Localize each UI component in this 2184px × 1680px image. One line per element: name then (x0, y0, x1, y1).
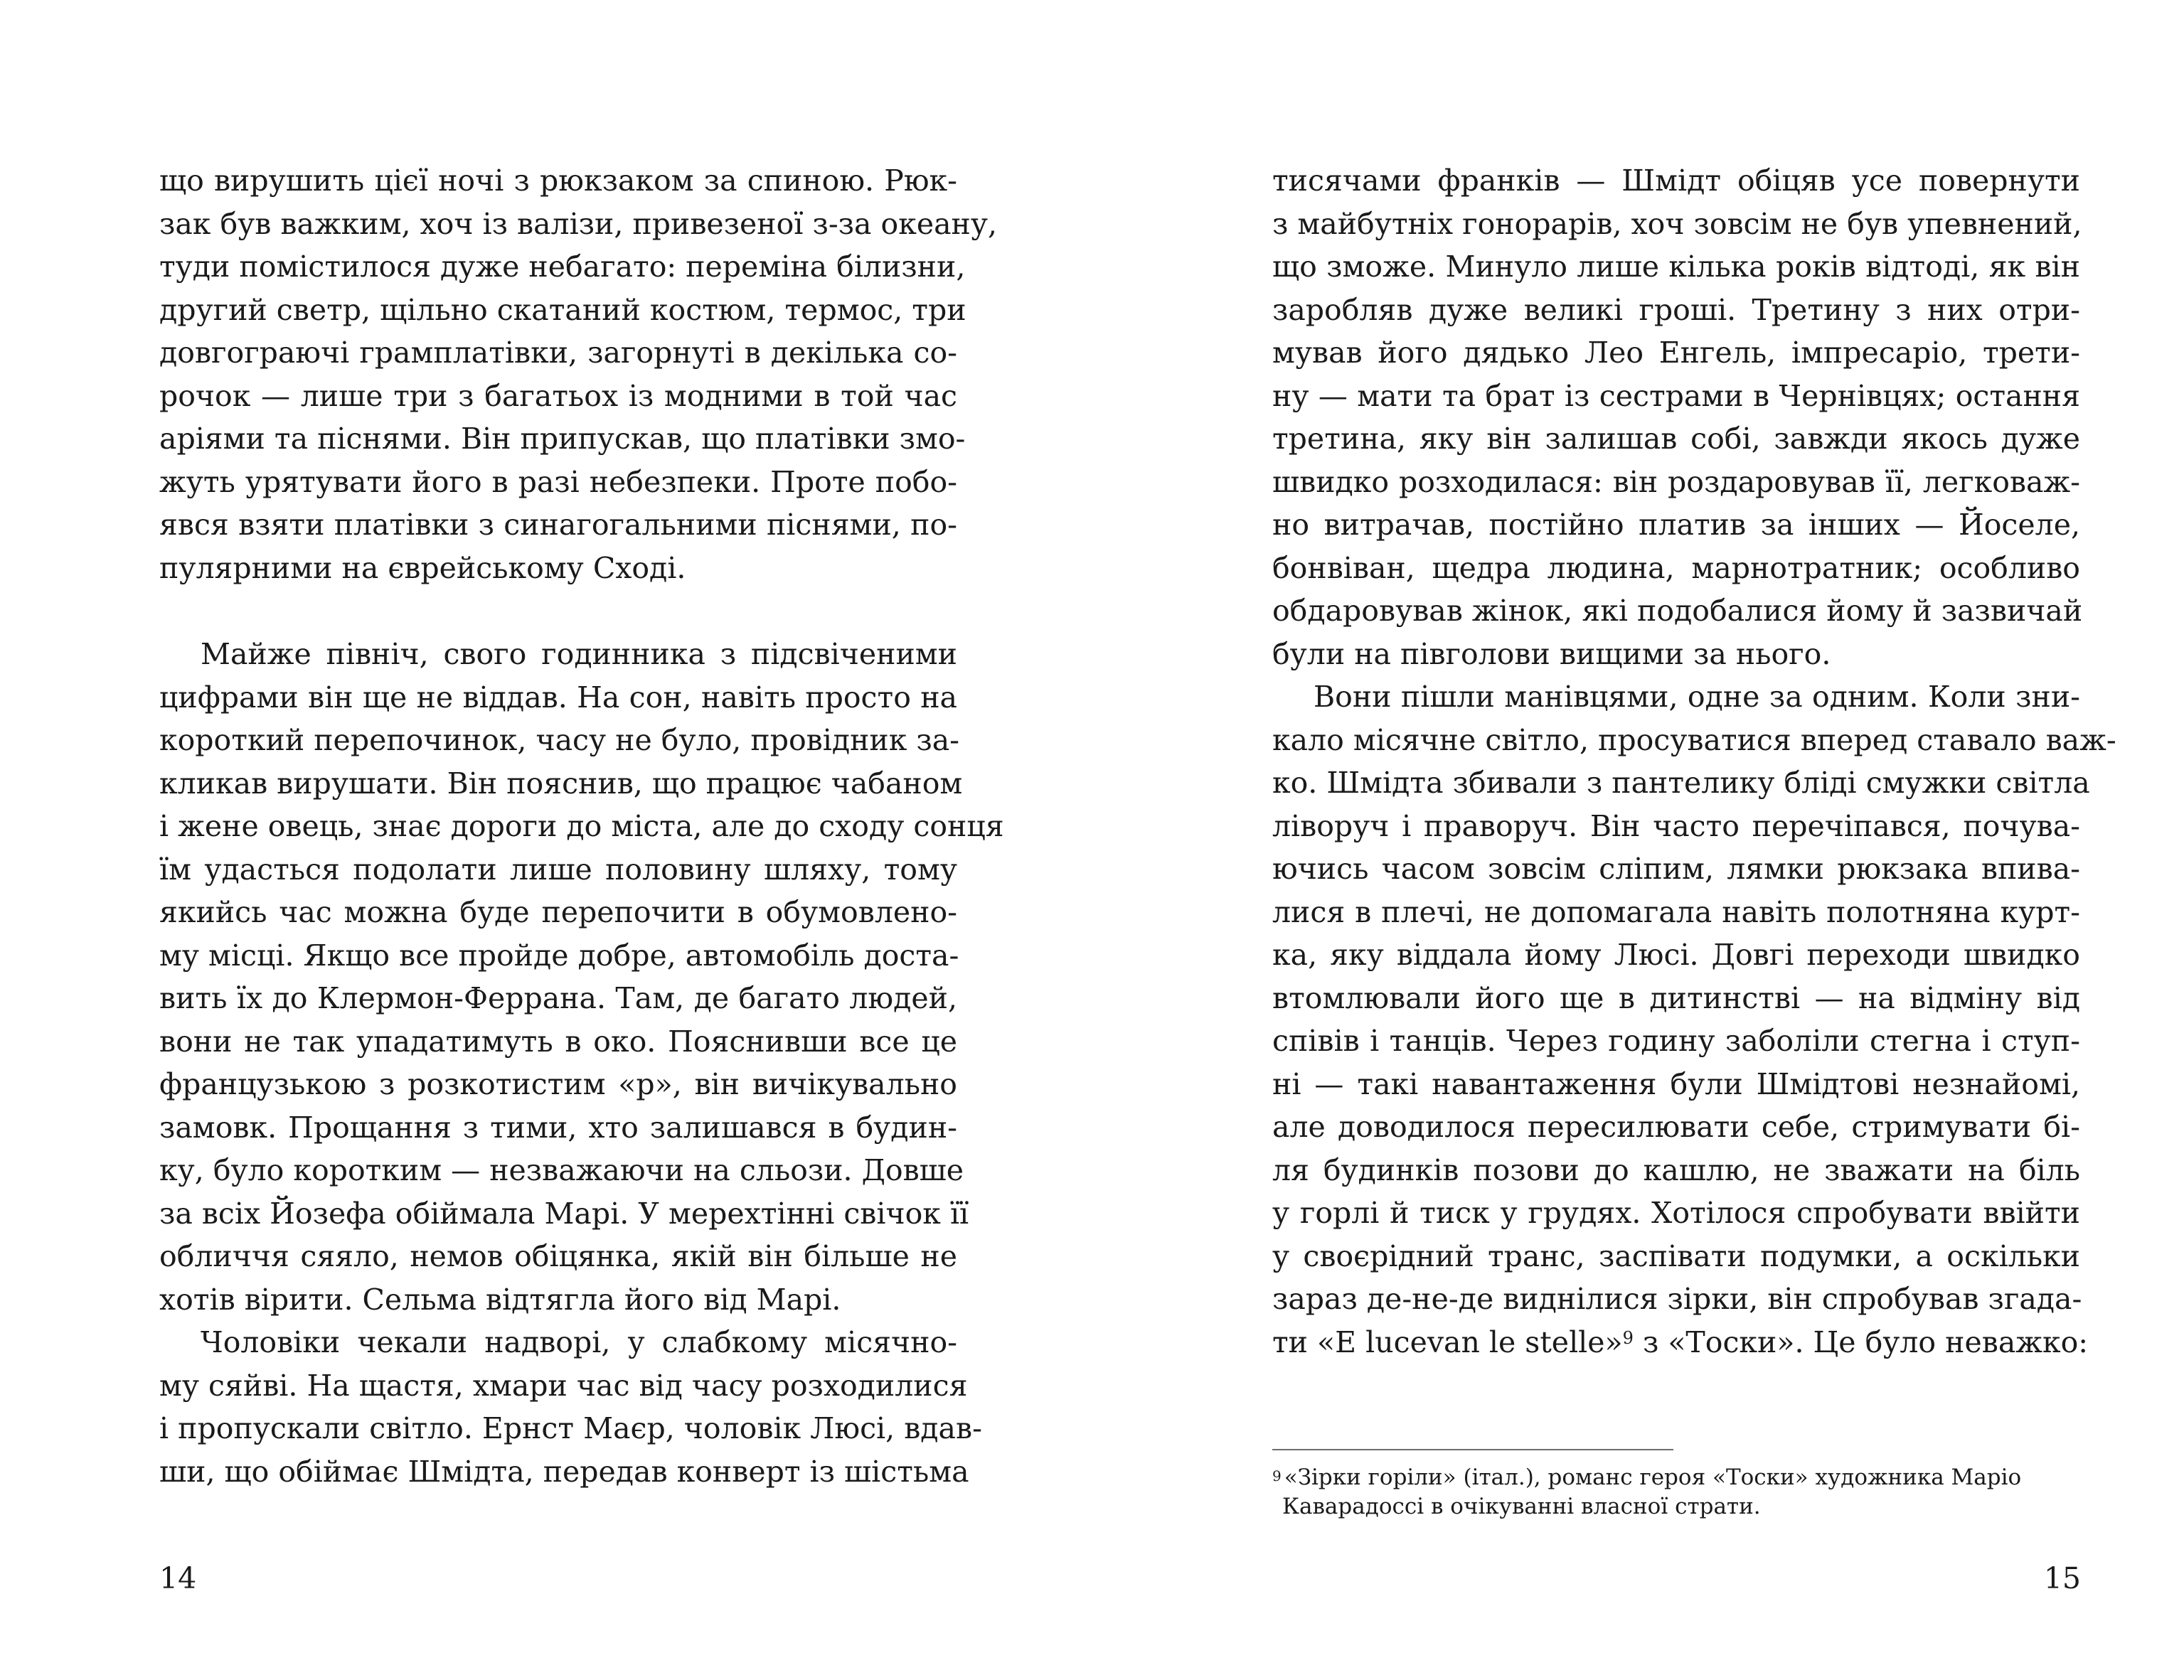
text-segment: з «Тоски». Це було неважко: (1633, 1325, 2089, 1359)
footnote-text: «Зірки горіли» (італ.), романс героя «Тоски» художника Маріо (1284, 1465, 2022, 1490)
section-break (159, 589, 957, 633)
text-line: вони не так упадатимуть в око. Пояснивши все це (159, 1024, 957, 1059)
text-line: ко. Шмідта збивали з пантелику бліді смужки світла (1272, 766, 2090, 800)
text-line: але доводилося пересилювати себе, стримувати бі- (1272, 1110, 2080, 1144)
text-line: Чоловіки чекали надворі, у слабкому місячно- (201, 1325, 957, 1359)
text-line: лися в плечі, не допомагала навіть полотняна курт- (1272, 894, 2080, 929)
text-line: третина, яку він залишав собі, завжди якось дуже (1272, 422, 2080, 456)
text-line: замовк. Прощання з тими, хто залишався в будин- (159, 1110, 957, 1145)
text-line: ля будинків позови до кашлю, не зважати на біль (1272, 1152, 2080, 1187)
text-line: ши, що обіймає Шмідта, передав конверт із шістьма (159, 1454, 969, 1489)
text-line: цифрами він ще не віддав. На сон, навіть просто на (159, 680, 957, 715)
text-line: і пропускали світло. Ернст Маєр, чоловік Люсі, вдав- (159, 1411, 982, 1445)
text-line: тисячами франків — Шмідт обіцяв усе повернути (1272, 164, 2080, 198)
text-line: Вони пішли манівцями, одне за одним. Коли зни- (1314, 680, 2080, 714)
text-line: і жене овець, знає дороги до міста, але до сходу сонця (159, 809, 1004, 843)
text-line: короткий перепочинок, часу не було, провідник за- (159, 723, 960, 757)
footnote-ref[interactable]: 9 (1622, 1327, 1634, 1348)
text-line: аріями та піснями. Він припускав, що платівки змо- (159, 422, 966, 456)
text-line: бонвіван, щедра людина, марнотратник; особливо (1272, 550, 2080, 585)
text-line: швидко розходилася: він роздаровував її, легковаж- (1272, 464, 2080, 499)
page-number: 14 (159, 1561, 197, 1595)
text-line: ючись часом зовсім сліпим, лямки рюкзака впива- (1272, 852, 2080, 886)
text-line: ку, було коротким — незважаючи на сльози. Довше (159, 1153, 964, 1187)
text-line: кало місячне світло, просуватися вперед ставало важ- (1272, 722, 2116, 757)
text-line: співів і танців. Через годину заболіли стегна і ступ- (1272, 1024, 2080, 1058)
text-line: ка, яку віддала йому Люсі. Довгі переходи швидко (1272, 938, 2080, 972)
text-line: му сяйві. На щастя, хмари час від часу розходилися (159, 1368, 968, 1403)
text-line: заробляв дуже великі гроші. Третину з них отри- (1272, 292, 2080, 327)
left-page-text (159, 159, 1004, 1493)
text-line: були на півголови вищими за нього. (1272, 636, 1831, 671)
text-line: обдаровував жінок, які подобалися йому й зазвичай (1272, 594, 2083, 628)
text-segment: ти «E lucevan le stelle» (1272, 1325, 1623, 1359)
text-line: Майже північ, свого годинника з підсвіченими (201, 637, 957, 671)
text-line: довгограючі грамплатівки, загорнуті в декілька со- (159, 336, 957, 370)
text-line: обличчя сяяло, немов обіцянка, якій він більше не (159, 1239, 957, 1273)
text-line: у горлі й тиск у грудях. Хотілося спробувати ввійти (1272, 1196, 2080, 1230)
text-line: французькою з розкотистим «р», він вичікувально (159, 1067, 957, 1101)
footnote-line: Каварадоссі в очікуванні власної страти. (1282, 1494, 1761, 1519)
right-page (1092, 0, 2184, 1680)
text-line: що зможе. Минуло лише кілька років відтоді, як він (1272, 250, 2080, 284)
page-number: 15 (2043, 1561, 2081, 1595)
text-line: зак був важким, хоч із валізи, привезеної з-за океану, (159, 206, 998, 241)
text-line: втомлювали його ще в дитинстві — на відміну від (1272, 980, 2080, 1015)
text-line: зараз де-не-де виднілися зірки, він спробував згада- (1272, 1282, 2082, 1316)
text-line: туди помістилося дуже небагато: переміна білизни, (159, 250, 966, 284)
footnote-number: 9 (1272, 1467, 1282, 1484)
text-line: другий светр, щільно скатаний костюм, термос, три (159, 292, 966, 327)
text-line: з майбутніх гонорарів, хоч зовсім не був упевнений, (1272, 206, 2082, 241)
text-line: мував його дядько Лео Енгель, імпресаріо, трети- (1272, 336, 2080, 370)
text-line: їм удасться подолати лише половину шляху, тому (159, 852, 957, 887)
text-line-with-footnote-ref (1272, 1321, 2089, 1364)
text-line: за всіх Йозефа обіймала Марі. У мерехтінні свічок її (159, 1196, 969, 1231)
text-line: кликав вирушати. Він пояснив, що працює чабаном (159, 766, 963, 801)
footnote-divider (1272, 1449, 1673, 1450)
text-line: ліворуч і праворуч. Він часто перечіпався, почува- (1272, 808, 2080, 843)
text-line: му місці. Якщо все пройде добре, автомобіль доста- (159, 938, 959, 973)
text-line: хотів вірити. Сельма відтягла його від Марі. (159, 1282, 841, 1317)
text-line: якийсь час можна буде перепочити в обумовлено- (159, 895, 957, 929)
text-line: но витрачав, постійно платив за інших — Йоселе, (1272, 508, 2080, 542)
text-line: рочок — лише три з багатьох із модними в той час (159, 378, 957, 413)
text-line: у своєрідний транс, заспівати подумки, а оскільки (1272, 1238, 2080, 1273)
text-line: ну — мати та брат із сестрами в Чернівцях; остання (1272, 378, 2080, 413)
footnote (1272, 1463, 2080, 1521)
text-line: явся взяти платівки з синагогальними піснями, по- (159, 508, 957, 542)
text-line: пулярними на єврейському Сході. (159, 550, 686, 585)
text-line: жуть урятувати його в разі небезпеки. Проте побо- (159, 464, 957, 499)
text-line: ні — такі навантаження були Шмідтові незнайомі, (1272, 1066, 2080, 1101)
text-line: вить їх до Клермон-Феррана. Там, де багато людей, (159, 981, 957, 1015)
right-page-text (1272, 159, 2116, 1364)
footnote-line (1272, 1463, 2080, 1492)
text-line: що вирушить цієї ночі з рюкзаком за спиною. Рюк- (159, 164, 957, 198)
